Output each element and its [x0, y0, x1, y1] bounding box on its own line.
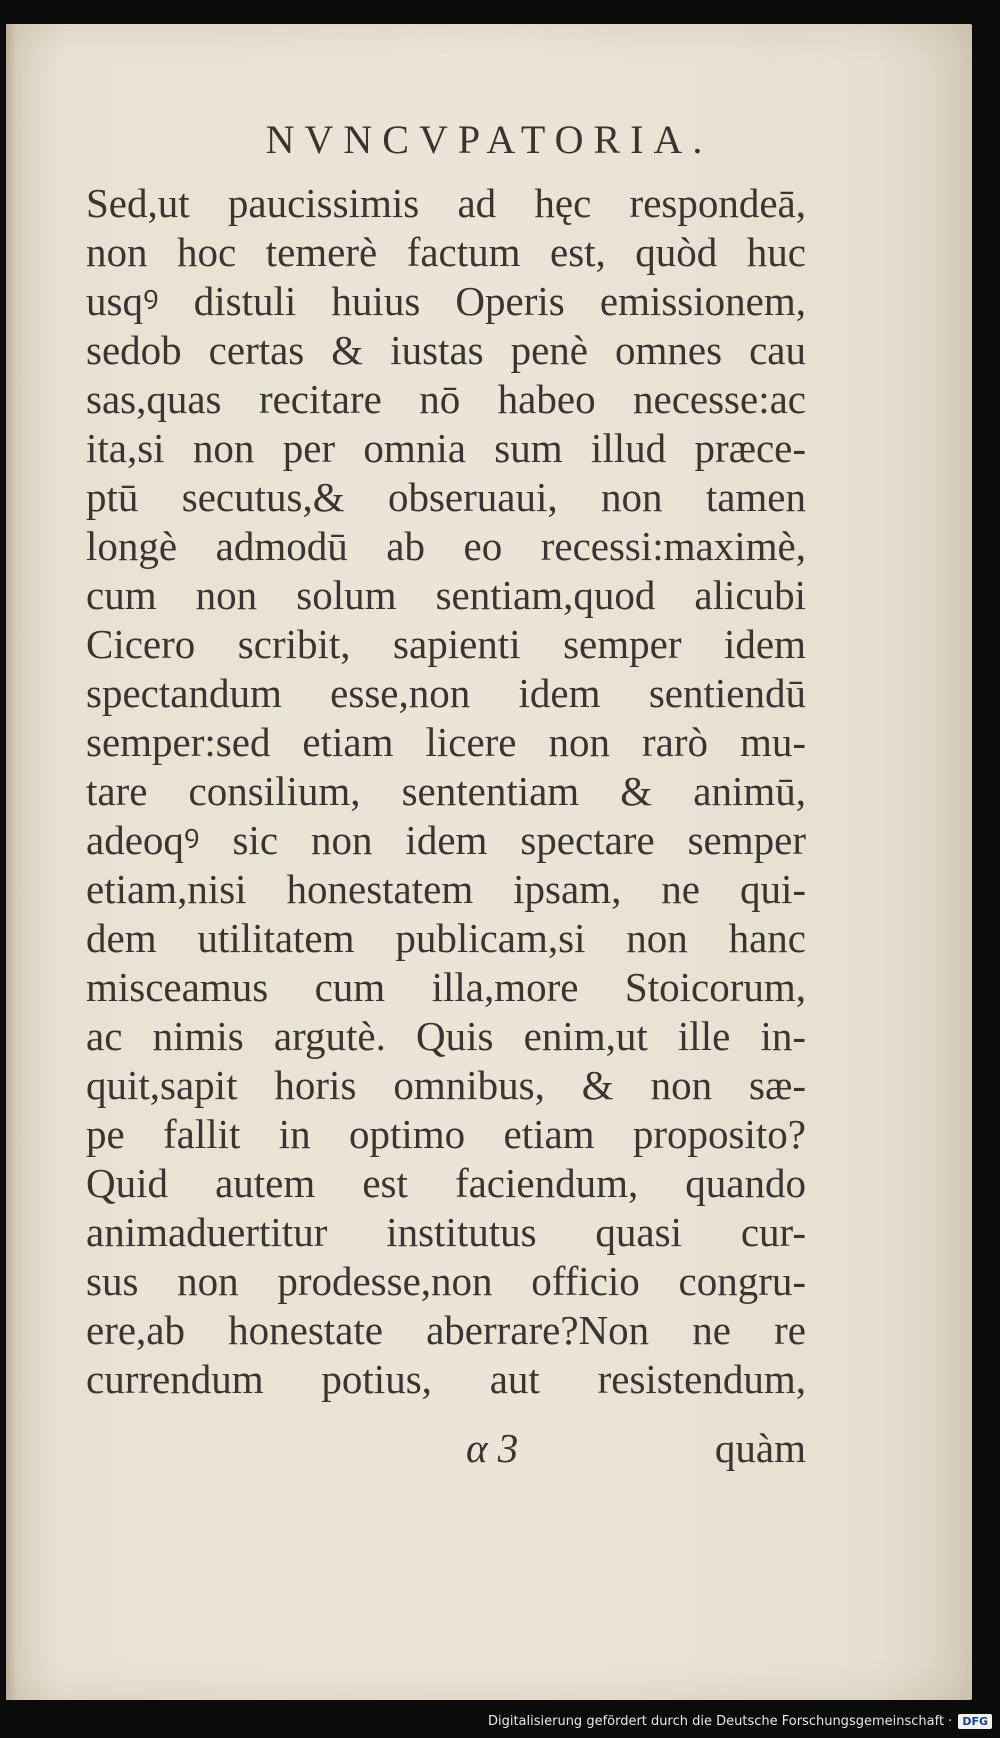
text-line: semper:sed etiam licere non rarò mu-: [86, 719, 806, 765]
text-line: sedob certas & iustas penè omnes cau: [86, 327, 806, 373]
text-line: misceamus cum illa,more Stoicorum,: [86, 964, 806, 1010]
text-line: dem utilitatem publicam,si non hanc: [86, 915, 806, 961]
text-line: ac nimis argutè. Quis enim,ut ille in-: [86, 1013, 806, 1059]
text-line: Quid autem est faciendum, quando: [86, 1160, 806, 1206]
text-line: quit,sapit horis omnibus, & non sæ-: [86, 1062, 806, 1108]
text-line: pe fallit in optimo etiam proposito?: [86, 1111, 806, 1157]
text-line: sus non prodesse,non officio congru-: [86, 1258, 806, 1304]
digitization-credit: [488, 1710, 992, 1732]
text-line: adeoqꝰ sic non idem spectare semper: [86, 817, 806, 863]
dfg-logo: DFG: [958, 1714, 992, 1729]
text-line: ptū secutus,& obseruaui, non tamen: [86, 474, 806, 520]
text-line: usqꝰ distuli huius Operis emissionem,: [86, 278, 806, 324]
text-line: ita,si non per omnia sum illud præce-: [86, 425, 806, 471]
text-line: cum non solum sentiam,quod alicubi: [86, 572, 806, 618]
running-header: NVNCVPATORIA.: [265, 117, 713, 162]
credit-text: Digitalisierung gefördert durch die Deutsche Forschungsgemeinschaft ·: [487, 1713, 953, 1729]
page-body-text: [86, 179, 806, 1404]
text-line: Sed,ut paucissimis ad hęc respondeā,: [86, 180, 806, 226]
text-line: Cicero scribit, sapienti semper idem: [86, 621, 806, 667]
text-line: longè admodū ab eo recessi:maximè,: [86, 523, 806, 569]
book-page: [6, 24, 972, 1700]
page-gutter-shadow: [6, 24, 16, 1700]
text-line: sas,quas recitare nō habeo necesse:ac: [86, 376, 806, 422]
signature-mark: α 3: [466, 1425, 519, 1471]
text-line: animaduertitur institutus quasi cur-: [86, 1209, 806, 1255]
text-line: etiam,nisi honestatem ipsam, ne qui-: [86, 866, 806, 912]
page-footer: [86, 1424, 806, 1474]
text-line: non hoc temerè factum est, quòd huc: [86, 229, 806, 275]
text-line: ere,ab honestate aberrare?Non ne re: [86, 1307, 806, 1353]
text-line: tare consilium, sententiam & animū,: [86, 768, 806, 814]
catchword: quàm: [714, 1425, 806, 1471]
text-line: currendum potius, aut resistendum,: [86, 1356, 806, 1402]
text-line: spectandum esse,non idem sentiendū: [86, 670, 806, 716]
